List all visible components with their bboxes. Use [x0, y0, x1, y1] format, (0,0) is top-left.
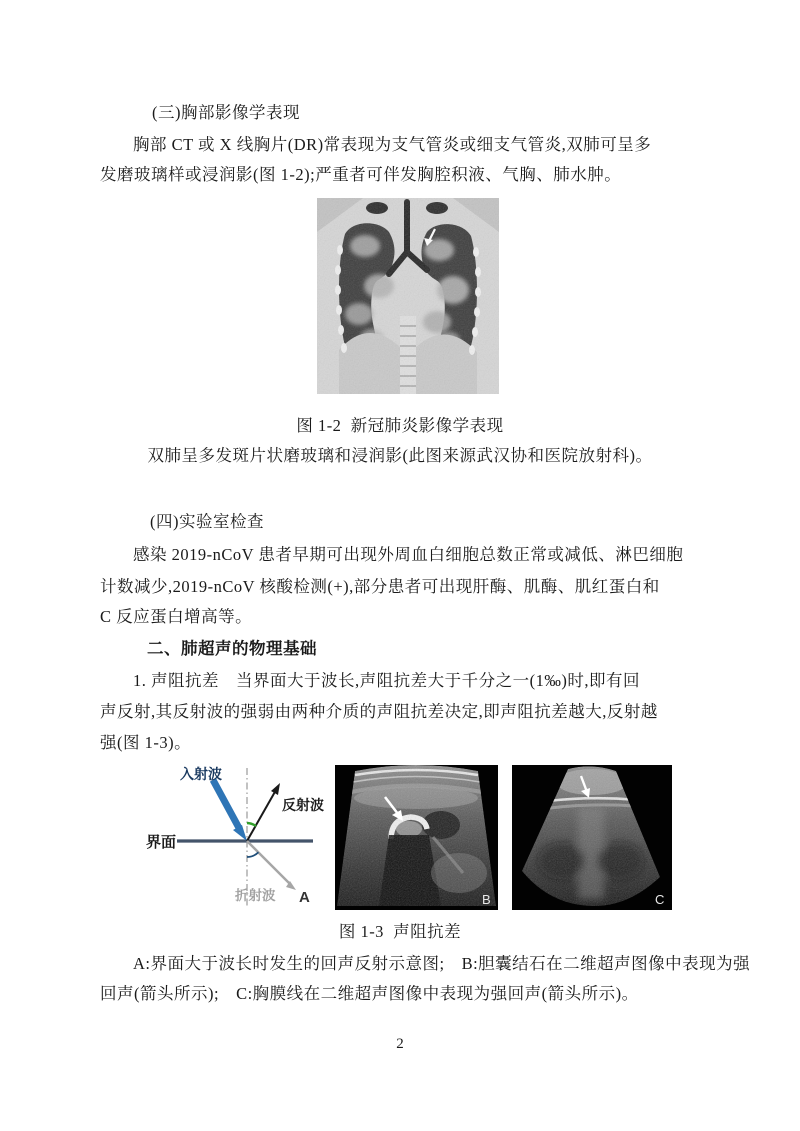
interface-label: 界面 — [146, 834, 177, 851]
incident-wave-label: 入射波 — [180, 766, 222, 782]
refraction-angle-arc — [247, 852, 258, 857]
section-heading-ultrasound-physics: 二、肺超声的物理基础 — [147, 639, 317, 658]
lab-paragraph-line-2: 计数减少,2019-nCoV 核酸检测(+),部分患者可出现肝酶、肌酶、肌红蛋白和 — [100, 577, 660, 596]
reflected-wave-label: 反射波 — [282, 797, 324, 813]
panel-c-label: C — [655, 892, 665, 907]
pleural-line-ultrasound-graphic — [512, 765, 672, 910]
figure-1-3-panel-b — [335, 765, 498, 910]
ct-noise-overlay — [317, 198, 499, 394]
gallstone-ultrasound-graphic — [335, 765, 498, 910]
figure-1-3-diagram-a — [133, 764, 325, 910]
refracted-wave-arrow — [247, 841, 291, 885]
ultrasound-paragraph-line-3: 强(图 1-3)。 — [100, 733, 192, 752]
incident-wave-arrow — [213, 780, 239, 828]
imaging-paragraph-line-1: 胸部 CT 或 X 线胸片(DR)常表现为支气管炎或细支气管炎,双肺可呈多 — [133, 135, 652, 154]
lab-paragraph-line-3: C 反应蛋白增高等。 — [100, 607, 253, 626]
figure-1-2-caption: 图 1-2 新冠肺炎影像学表现 — [296, 416, 504, 435]
ultrasound-paragraph-line-2: 声反射,其反射波的强弱由两种介质的声阻抗差决定,即声阻抗差越大,反射越 — [100, 702, 658, 721]
figure-1-3-panel-c — [512, 765, 672, 910]
incidence-angle-arc — [247, 823, 256, 826]
figure-1-2-note: 双肺呈多发斑片状磨玻璃和浸润影(此图来源武汉协和医院放射科)。 — [147, 446, 653, 465]
section-heading-imaging: (三)胸部影像学表现 — [152, 103, 300, 122]
reflected-wave-arrow — [247, 790, 276, 841]
reflected-wave-arrowhead — [271, 783, 280, 795]
figure-1-2-ct-image — [317, 198, 499, 394]
chest-ct-graphic — [317, 198, 499, 394]
figure-1-3-note-line-2: 回声(箭头所示); C:胸膜线在二维超声图像中表现为强回声(箭头所示)。 — [100, 984, 639, 1003]
ultrasound-paragraph-line-1: 1. 声阻抗差 当界面大于波长,声阻抗差大于千分之一(1‰)时,即有回 — [133, 671, 640, 690]
figure-1-3-caption: 图 1-3 声阻抗差 — [338, 922, 462, 941]
panel-b-label: B — [482, 892, 491, 907]
diagram-corner-label: A — [299, 889, 310, 906]
figure-1-3-note-line-1: A:界面大于波长时发生的回声反射示意图; B:胆囊结石在二维超声图像中表现为强 — [133, 954, 751, 973]
refracted-wave-label: 折射波 — [235, 888, 276, 903]
page-number: 2 — [396, 1036, 404, 1052]
acoustic-impedance-diagram — [133, 764, 325, 910]
section-heading-lab: (四)实验室检查 — [150, 512, 264, 531]
lab-paragraph-line-1: 感染 2019-nCoV 患者早期可出现外周血白细胞总数正常或减低、淋巴细胞 — [133, 545, 684, 564]
ultrasound-b-sector — [335, 765, 498, 910]
imaging-paragraph-line-2: 发磨玻璃样或浸润影(图 1-2);严重者可伴发胸腔积液、气胸、肺水肿。 — [100, 165, 622, 184]
